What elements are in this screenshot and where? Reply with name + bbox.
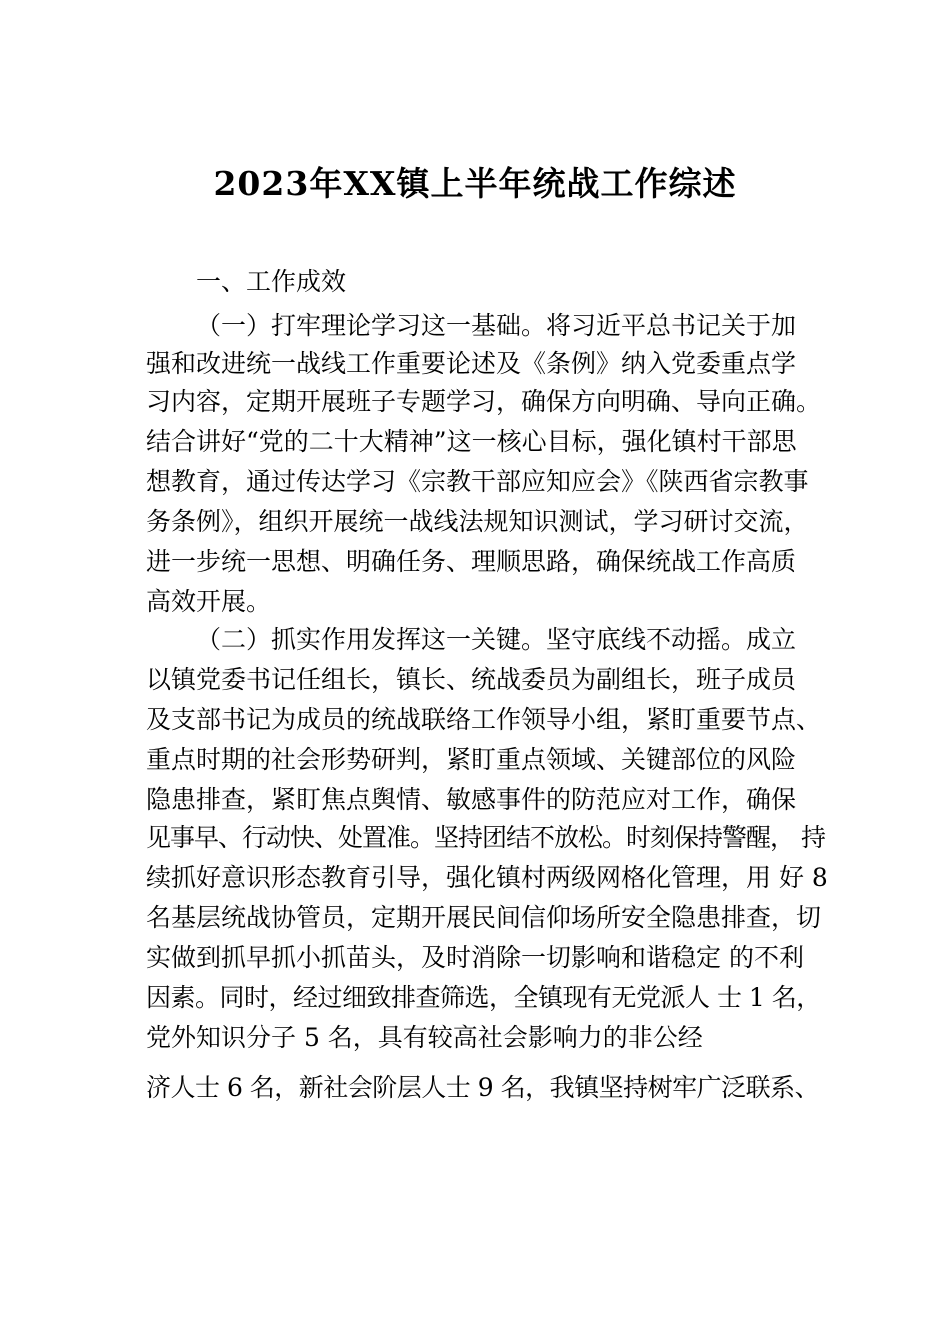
paragraph-line: 隐患排查，紧盯焦点舆情、敏感事件的防范应对工作，确保 bbox=[146, 785, 797, 814]
section-heading: 一、工作成效 bbox=[196, 267, 347, 296]
paragraph-line: 及支部书记为成员的统战联络工作领导小组，紧盯重要节点、 bbox=[146, 705, 822, 734]
paragraph-line: 因素。同时，经过细致排查筛选，全镇现有无党派人 士 1 名， bbox=[146, 983, 821, 1012]
paragraph-line: 进一步统一思想、明确任务、理顺思路，确保统战工作高质 bbox=[146, 547, 797, 576]
paragraph-line: 见事早、行动快、处置准。坚持团结不放松。时刻保持警醒， 持 bbox=[146, 823, 825, 852]
paragraph-line: 以镇党委书记任组长，镇长、统战委员为副组长，班子成员 bbox=[146, 665, 797, 694]
paragraph-line: 强和改进统一战线工作重要论述及《条例》纳入党委重点学 bbox=[146, 349, 797, 378]
paragraph-line: （一）打牢理论学习这一基础。将习近平总书记关于加 bbox=[196, 311, 797, 340]
paragraph-line: 济人士 6 名，新社会阶层人士 9 名，我镇坚持树牢广泛联系、 bbox=[146, 1073, 820, 1102]
paragraph-line: 结合讲好“党的二十大精神”这一核心目标，强化镇村干部思 bbox=[146, 427, 797, 456]
paragraph-line: （二）抓实作用发挥这一关键。坚守底线不动摇。成立 bbox=[196, 625, 797, 654]
paragraph-line: 党外知识分子 5 名，具有较高社会影响力的非公经 bbox=[146, 1023, 703, 1052]
paragraph-line: 名基层统战协管员，定期开展民间信仰场所安全隐患排查，切 bbox=[146, 903, 822, 932]
paragraph-line: 习内容，定期开展班子专题学习，确保方向明确、导向正确。 bbox=[146, 387, 822, 416]
paragraph-line: 续抓好意识形态教育引导，强化镇村两级网格化管理，用 好 8 bbox=[146, 863, 828, 892]
document-title: 2023年XX镇上半年统战工作综述 bbox=[213, 164, 737, 203]
paragraph-line: 想教育，通过传达学习《宗教干部应知应会》《陕西省宗教事 bbox=[146, 467, 809, 496]
paragraph-line: 务条例》，组织开展统一战线法规知识测试，学习研讨交流， bbox=[146, 507, 809, 536]
paragraph-line: 重点时期的社会形势研判，紧盯重点领域、关键部位的风险 bbox=[146, 745, 797, 774]
paragraph-line: 高效开展。 bbox=[146, 587, 272, 616]
paragraph-line: 实做到抓早抓小抓苗头，及时消除一切影响和谐稳定 的不利 bbox=[146, 943, 804, 972]
